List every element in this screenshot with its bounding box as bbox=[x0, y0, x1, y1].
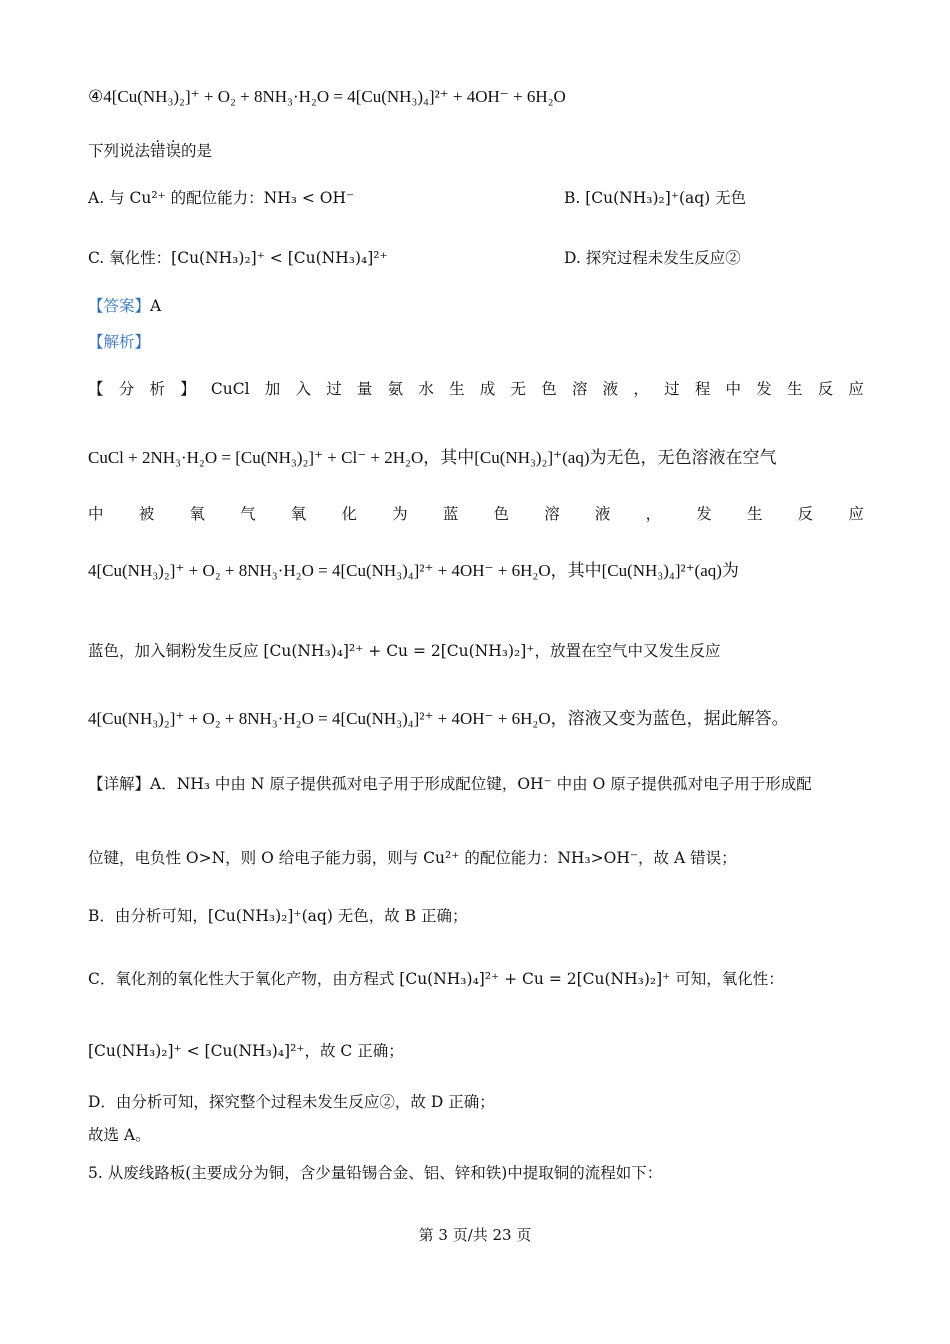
reaction-4-equation: ④4[Cu(NH₃)₂]⁺ + O₂ + 8NH₃·H₂O = 4[Cu(NH₃)₄]²⁺ + 4OH⁻ + 6H₂O bbox=[88, 87, 566, 106]
analysis-char: 程 bbox=[694, 380, 711, 398]
analysis-char: 反 bbox=[797, 505, 814, 523]
detail-b: B．由分析可知，[Cu(NH₃)₂]⁺(aq) 无色，故 B 正确； bbox=[88, 907, 468, 925]
analysis-char: 中 bbox=[88, 505, 104, 523]
analysis-line-4: 4[Cu(NH₃)₂]⁺ + O₂ + 8NH₃·H₂O = 4[Cu(NH₃)₄]²⁺ + 4OH⁻ + 6H₂O，其中[Cu(NH₃)₄]²⁺(aq)为 bbox=[88, 561, 739, 580]
detail-d: D．由分析可知，探究整个过程未发生反应②，故 D 正确； bbox=[88, 1093, 495, 1111]
analysis-char: 应 bbox=[848, 380, 864, 398]
analysis-char: 中 bbox=[725, 380, 742, 398]
analysis-char: 氨 bbox=[387, 380, 404, 398]
detail-c-line-2: [Cu(NH₃)₂]⁺ < [Cu(NH₃)₄]²⁺，故 C 正确； bbox=[88, 1042, 404, 1060]
analysis-char: 氧 bbox=[290, 505, 307, 523]
analysis-char: 为 bbox=[392, 505, 408, 523]
analysis-line-6: 4[Cu(NH₃)₂]⁺ + O₂ + 8NH₃·H₂O = 4[Cu(NH₃)₄]²⁺ + 4OH⁻ + 6H₂O，溶液又变为蓝色，据此解答。 bbox=[88, 709, 789, 728]
analysis-char: CuCl bbox=[210, 380, 250, 398]
analysis-char: 【 bbox=[88, 380, 104, 398]
option-row-1 bbox=[88, 185, 864, 211]
question-pre: 下列说法 bbox=[88, 142, 151, 160]
analysis-line-5: 蓝色，加入铜粉发生反应 [Cu(NH₃)₄]²⁺ + Cu = 2[Cu(NH₃)₂]⁺，放置在空气中又发生反应 bbox=[88, 642, 721, 660]
analysis-char: 溶 bbox=[571, 380, 588, 398]
analysis-tag: 【解析】 bbox=[88, 333, 151, 351]
analysis-char: 色 bbox=[493, 505, 510, 523]
analysis-char: 被 bbox=[138, 505, 155, 523]
analysis-line-2: CuCl + 2NH₃·H₂O = [Cu(NH₃)₂]⁺ + Cl⁻ + 2H₂O，其中[Cu(NH₃)₂]⁺(aq)为无色，无色溶液在空气 bbox=[88, 448, 777, 467]
emphasis-char-1: 错 bbox=[150, 142, 166, 160]
answer-line bbox=[88, 293, 864, 319]
question-post: 的是 bbox=[181, 142, 213, 160]
analysis-char: 入 bbox=[295, 380, 311, 398]
analysis-char: 生 bbox=[786, 380, 803, 398]
option-row-2 bbox=[88, 245, 864, 271]
analysis-char: 气 bbox=[240, 505, 256, 523]
analysis-char: 反 bbox=[817, 380, 834, 398]
analysis-char: 蓝 bbox=[442, 505, 459, 523]
analysis-char: 应 bbox=[848, 505, 864, 523]
detail-c-line-1: C．氧化剂的氧化性大于氧化产物，由方程式 [Cu(NH₃)₄]²⁺ + Cu = 2[Cu(NH₃)₂]⁺ 可知，氧化性： bbox=[88, 970, 784, 988]
analysis-char: 生 bbox=[449, 380, 465, 398]
option-a: A. 与 Cu²⁺ 的配位能力：NH₃ < OH⁻ bbox=[88, 189, 355, 207]
option-d: D. 探究过程未发生反应② bbox=[564, 249, 741, 267]
analysis-char: 析 bbox=[149, 380, 165, 398]
analysis-char: 发 bbox=[756, 380, 772, 398]
analysis-char: 溶 bbox=[544, 505, 560, 523]
analysis-char: 过 bbox=[326, 380, 342, 398]
analysis-line-3 bbox=[88, 501, 864, 527]
analysis-char: ， bbox=[645, 505, 662, 523]
emphasis-char-2: 误 bbox=[165, 142, 182, 160]
analysis-line-1 bbox=[88, 376, 864, 402]
analysis-char: 水 bbox=[418, 380, 434, 398]
analysis-char: 液 bbox=[602, 380, 619, 398]
analysis-char: 分 bbox=[118, 380, 135, 398]
detail-a-line-1: 【详解】A．NH₃ 中由 N 原子提供孤对电子用于形成配位键，OH⁻ 中由 O 原子提供孤对电子用于形成配 bbox=[88, 775, 812, 793]
analysis-char: 无 bbox=[510, 380, 527, 398]
analysis-char: 加 bbox=[264, 380, 281, 398]
option-b: B. [Cu(NH₃)₂]⁺(aq) 无色 bbox=[564, 189, 747, 207]
analysis-char: 生 bbox=[746, 505, 763, 523]
analysis-char: 成 bbox=[479, 380, 496, 398]
analysis-char: 氧 bbox=[189, 505, 205, 523]
analysis-char: ， bbox=[633, 380, 649, 398]
analysis-char: 色 bbox=[541, 380, 557, 398]
analysis-char: 化 bbox=[341, 505, 357, 523]
answer-value: A bbox=[150, 297, 162, 315]
analysis-char: 】 bbox=[180, 380, 196, 398]
analysis-char: 过 bbox=[664, 380, 680, 398]
answer-tag: 【答案】 bbox=[88, 297, 151, 315]
question-stem bbox=[88, 138, 864, 164]
question-5-stem: 5. 从废线路板(主要成分为铜，含少量铅锡合金、铝、锌和铁)中提取铜的流程如下： bbox=[88, 1164, 663, 1182]
analysis-char: 发 bbox=[696, 505, 712, 523]
conclusion: 故选 A。 bbox=[88, 1126, 151, 1144]
page-footer: 第 3 页/共 23 页 bbox=[418, 1226, 532, 1244]
option-c: C. 氧化性：[Cu(NH₃)₂]⁺ < [Cu(NH₃)₄]²⁺ bbox=[88, 249, 388, 267]
analysis-char: 量 bbox=[356, 380, 373, 398]
detail-a-line-2: 位键，电负性 O>N，则 O 给电子能力弱，则与 Cu²⁺ 的配位能力：NH₃>OH⁻，故 A 错误； bbox=[88, 849, 737, 867]
analysis-char: 液 bbox=[594, 505, 611, 523]
